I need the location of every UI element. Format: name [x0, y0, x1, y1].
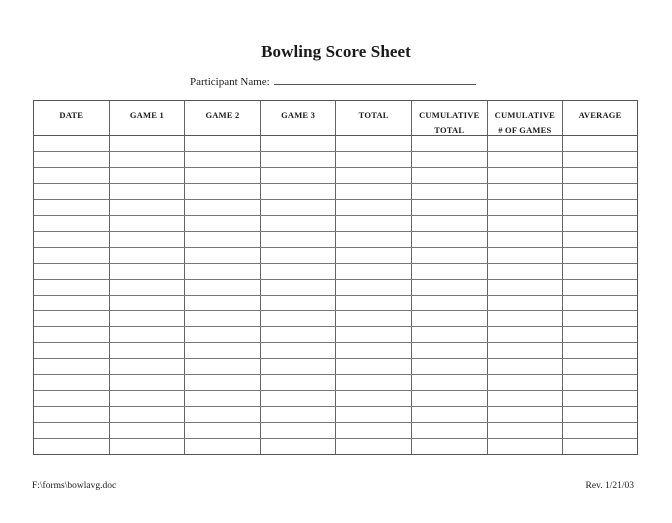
table-cell[interactable]: [261, 152, 337, 167]
table-cell[interactable]: [185, 216, 261, 231]
table-cell[interactable]: [261, 359, 337, 374]
table-row: [34, 168, 637, 184]
table-cell[interactable]: [488, 280, 564, 295]
table-cell[interactable]: [336, 168, 412, 183]
table-cell[interactable]: [185, 359, 261, 374]
table-cell[interactable]: [185, 152, 261, 167]
table-cell[interactable]: [110, 200, 186, 215]
table-cell[interactable]: [336, 423, 412, 438]
table-cell[interactable]: [563, 168, 637, 183]
table-row: [34, 407, 637, 423]
table-cell[interactable]: [563, 311, 637, 326]
table-row: [34, 184, 637, 200]
header-cumulative-games: CUMULATIVE # OF GAMES: [488, 101, 564, 135]
table-cell[interactable]: [412, 248, 488, 263]
table-cell[interactable]: [412, 391, 488, 406]
table-cell[interactable]: [34, 200, 110, 215]
table-cell[interactable]: [261, 280, 337, 295]
table-cell[interactable]: [110, 248, 186, 263]
table-cell[interactable]: [563, 184, 637, 199]
table-cell[interactable]: [34, 391, 110, 406]
table-cell[interactable]: [261, 184, 337, 199]
table-cell[interactable]: [488, 327, 564, 342]
table-cell[interactable]: [412, 407, 488, 422]
table-cell[interactable]: [336, 152, 412, 167]
table-cell[interactable]: [110, 296, 186, 311]
table-cell[interactable]: [261, 248, 337, 263]
table-cell[interactable]: [336, 184, 412, 199]
table-cell[interactable]: [185, 232, 261, 247]
table-cell[interactable]: [563, 232, 637, 247]
table-cell[interactable]: [336, 296, 412, 311]
table-body: [34, 136, 637, 454]
table-cell[interactable]: [336, 136, 412, 151]
table-cell[interactable]: [412, 184, 488, 199]
table-cell[interactable]: [412, 439, 488, 454]
table-cell[interactable]: [261, 296, 337, 311]
table-cell[interactable]: [261, 327, 337, 342]
table-cell[interactable]: [412, 343, 488, 358]
page-title: Bowling Score Sheet: [261, 42, 411, 61]
table-cell[interactable]: [110, 136, 186, 151]
table-cell[interactable]: [488, 359, 564, 374]
table-cell[interactable]: [261, 407, 337, 422]
table-cell[interactable]: [488, 168, 564, 183]
table-cell[interactable]: [412, 280, 488, 295]
table-cell[interactable]: [563, 375, 637, 390]
table-cell[interactable]: [110, 407, 186, 422]
table-cell[interactable]: [563, 136, 637, 151]
table-cell[interactable]: [110, 327, 186, 342]
table-cell[interactable]: [336, 343, 412, 358]
table-row: [34, 391, 637, 407]
table-cell[interactable]: [34, 280, 110, 295]
table-cell[interactable]: [336, 391, 412, 406]
table-cell[interactable]: [110, 439, 186, 454]
table-cell[interactable]: [261, 391, 337, 406]
table-cell[interactable]: [34, 343, 110, 358]
table-cell[interactable]: [185, 311, 261, 326]
table-cell[interactable]: [261, 200, 337, 215]
table-cell[interactable]: [412, 327, 488, 342]
table-cell[interactable]: [336, 216, 412, 231]
table-cell[interactable]: [185, 423, 261, 438]
table-cell[interactable]: [110, 184, 186, 199]
table-cell[interactable]: [412, 359, 488, 374]
header-cumulative-total: CUMULATIVE TOTAL: [412, 101, 488, 135]
table-cell[interactable]: [336, 200, 412, 215]
table-cell[interactable]: [110, 264, 186, 279]
table-cell[interactable]: [412, 264, 488, 279]
table-cell[interactable]: [261, 264, 337, 279]
table-cell[interactable]: [488, 136, 564, 151]
table-cell[interactable]: [488, 248, 564, 263]
table-cell[interactable]: [34, 407, 110, 422]
header-game-2: GAME 2: [185, 101, 261, 135]
table-row: [34, 280, 637, 296]
table-cell[interactable]: [110, 423, 186, 438]
table-cell[interactable]: [34, 423, 110, 438]
table-cell[interactable]: [336, 311, 412, 326]
table-cell[interactable]: [34, 136, 110, 151]
footer-revision: Rev. 1/21/03: [585, 481, 634, 491]
table-cell[interactable]: [336, 264, 412, 279]
table-cell[interactable]: [34, 311, 110, 326]
table-cell[interactable]: [110, 168, 186, 183]
footer-file-path: F:\forms\bowlavg.doc: [32, 481, 117, 491]
participant-name-label: Participant Name:: [190, 76, 270, 88]
table-cell[interactable]: [563, 327, 637, 342]
table-cell[interactable]: [412, 200, 488, 215]
table-cell[interactable]: [563, 280, 637, 295]
table-cell[interactable]: [412, 152, 488, 167]
table-cell[interactable]: [110, 232, 186, 247]
header-game-1: GAME 1: [110, 101, 186, 135]
table-cell[interactable]: [34, 184, 110, 199]
table-cell[interactable]: [261, 343, 337, 358]
table-cell[interactable]: [185, 407, 261, 422]
table-cell[interactable]: [412, 136, 488, 151]
table-cell[interactable]: [34, 232, 110, 247]
table-cell[interactable]: [185, 439, 261, 454]
table-cell[interactable]: [110, 391, 186, 406]
table-cell[interactable]: [412, 168, 488, 183]
table-cell[interactable]: [488, 216, 564, 231]
table-cell[interactable]: [185, 200, 261, 215]
table-cell[interactable]: [412, 232, 488, 247]
table-cell[interactable]: [336, 439, 412, 454]
table-cell[interactable]: [488, 343, 564, 358]
table-cell[interactable]: [563, 439, 637, 454]
table-cell[interactable]: [336, 375, 412, 390]
table-cell[interactable]: [34, 327, 110, 342]
table-cell[interactable]: [563, 359, 637, 374]
table-cell[interactable]: [185, 168, 261, 183]
header-average: AVERAGE: [578, 110, 622, 120]
table-cell[interactable]: [110, 152, 186, 167]
table-row: [34, 232, 637, 248]
table-cell[interactable]: [110, 375, 186, 390]
table-cell[interactable]: [488, 232, 564, 247]
header-date: DATE: [34, 101, 110, 135]
table-cell[interactable]: [336, 407, 412, 422]
table-cell[interactable]: [185, 327, 261, 342]
table-cell[interactable]: [261, 216, 337, 231]
table-cell[interactable]: [563, 407, 637, 422]
table-cell[interactable]: [34, 216, 110, 231]
table-cell[interactable]: [34, 168, 110, 183]
table-cell[interactable]: [261, 439, 337, 454]
table-cell[interactable]: [110, 280, 186, 295]
header-total: TOTAL: [336, 101, 412, 135]
table-row: [34, 311, 637, 327]
table-cell[interactable]: [488, 391, 564, 406]
table-row: [34, 200, 637, 216]
table-cell[interactable]: [261, 168, 337, 183]
table-row: [34, 359, 637, 375]
table-cell[interactable]: [261, 136, 337, 151]
table-cell[interactable]: [185, 264, 261, 279]
table-cell[interactable]: [34, 296, 110, 311]
table-cell[interactable]: [261, 423, 337, 438]
table-cell[interactable]: [34, 359, 110, 374]
table-row: [34, 152, 637, 168]
table-cell[interactable]: [34, 375, 110, 390]
table-cell[interactable]: [34, 439, 110, 454]
table-cell[interactable]: [488, 423, 564, 438]
table-cell[interactable]: [336, 232, 412, 247]
table-cell[interactable]: [412, 216, 488, 231]
table-cell[interactable]: [34, 152, 110, 167]
table-cell[interactable]: [563, 391, 637, 406]
table-cell[interactable]: [488, 311, 564, 326]
table-cell[interactable]: [185, 343, 261, 358]
table-cell[interactable]: [336, 248, 412, 263]
table-cell[interactable]: [488, 296, 564, 311]
table-cell[interactable]: [563, 152, 637, 167]
table-header: [34, 101, 637, 136]
table-cell[interactable]: [336, 359, 412, 374]
table-cell[interactable]: [110, 311, 186, 326]
table-cell[interactable]: [488, 407, 564, 422]
table-row: [34, 343, 637, 359]
table-cell[interactable]: [563, 423, 637, 438]
table-cell[interactable]: [412, 311, 488, 326]
table-row: [34, 264, 637, 280]
table-cell[interactable]: [34, 264, 110, 279]
table-cell[interactable]: [412, 375, 488, 390]
table-row: [34, 327, 637, 343]
table-cell[interactable]: [412, 423, 488, 438]
table-cell[interactable]: [488, 200, 564, 215]
table-row: [34, 296, 637, 312]
table-cell[interactable]: [185, 296, 261, 311]
table-cell[interactable]: [185, 375, 261, 390]
table-cell[interactable]: [488, 439, 564, 454]
table-cell[interactable]: [563, 343, 637, 358]
table-row: [34, 136, 637, 152]
table-row: [34, 248, 637, 264]
score-table: [33, 100, 638, 455]
header-game-3: GAME 3: [261, 101, 337, 135]
table-cell[interactable]: [261, 311, 337, 326]
table-cell[interactable]: [185, 391, 261, 406]
table-cell[interactable]: [563, 264, 637, 279]
table-cell[interactable]: [488, 375, 564, 390]
table-cell[interactable]: [261, 375, 337, 390]
table-cell[interactable]: [563, 200, 637, 215]
table-row: [34, 216, 637, 232]
table-cell[interactable]: [185, 136, 261, 151]
table-cell[interactable]: [336, 280, 412, 295]
table-cell[interactable]: [110, 359, 186, 374]
table-cell[interactable]: [563, 296, 637, 311]
table-cell[interactable]: [412, 296, 488, 311]
table-row: [34, 375, 637, 391]
table-cell[interactable]: [261, 232, 337, 247]
table-row: [34, 439, 637, 454]
table-cell[interactable]: [34, 248, 110, 263]
table-cell[interactable]: [185, 280, 261, 295]
table-cell[interactable]: [563, 216, 637, 231]
table-cell[interactable]: [185, 248, 261, 263]
table-row: [34, 423, 637, 439]
table-cell[interactable]: [336, 327, 412, 342]
table-cell[interactable]: [110, 216, 186, 231]
participant-name-field: [190, 74, 476, 88]
table-cell[interactable]: [110, 343, 186, 358]
table-cell[interactable]: [185, 184, 261, 199]
table-cell[interactable]: [488, 152, 564, 167]
participant-name-blank[interactable]: [274, 74, 476, 85]
table-cell[interactable]: [488, 184, 564, 199]
table-cell[interactable]: [563, 248, 637, 263]
table-cell[interactable]: [488, 264, 564, 279]
